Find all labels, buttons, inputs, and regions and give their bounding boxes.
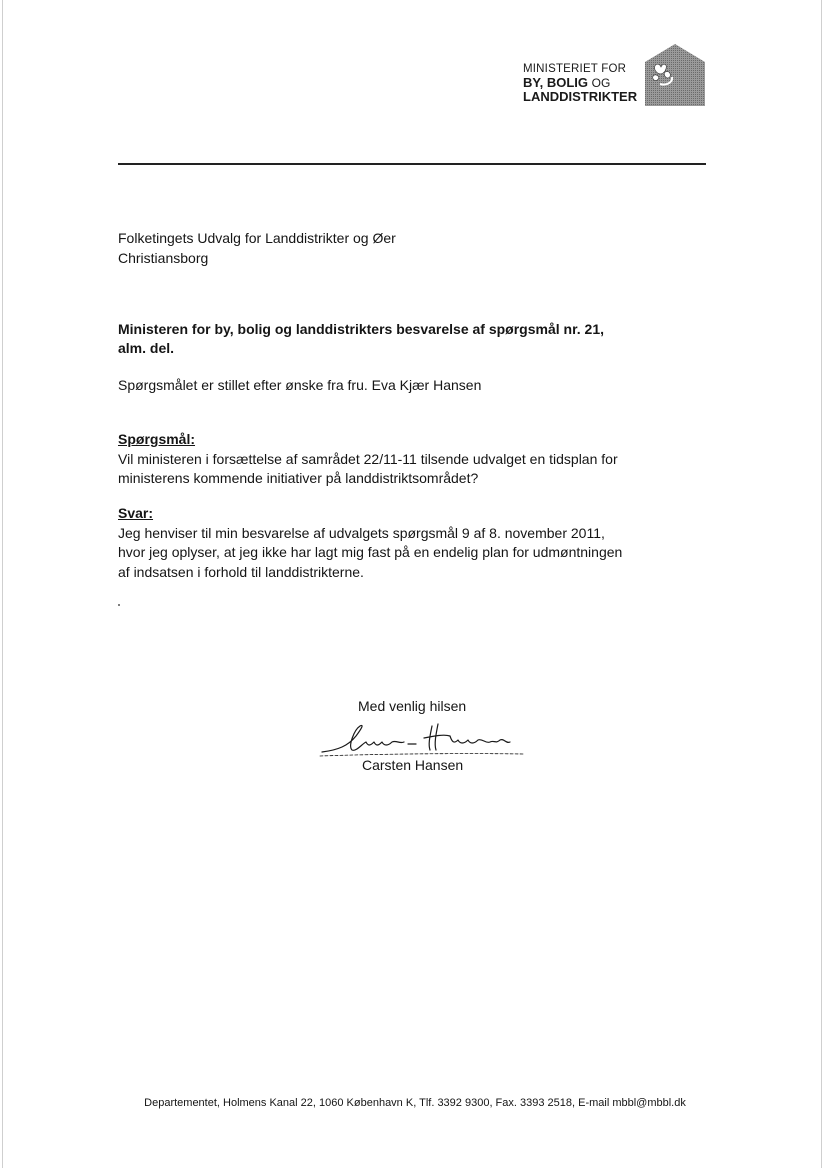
- answer-line-2: hvor jeg oplyser, at jeg ikke har lagt mig fast på en endelig plan for udmøntningen: [118, 544, 623, 560]
- logo-line-3: LANDDISTRIKTER: [523, 89, 638, 104]
- logo-line-2: [523, 76, 637, 90]
- ministry-logo: [520, 44, 710, 114]
- scan-speck: [118, 604, 120, 606]
- logo-text: [523, 62, 637, 104]
- asked-by-text: Spørgsmålet er stillet efter ønske fra fru. Eva Kjær Hansen: [118, 377, 482, 393]
- answer-line-3: af indsatsen i forhold til landdistrikterne.: [118, 563, 364, 580]
- signer-name: Carsten Hansen: [362, 757, 464, 773]
- page-edge-left: [2, 0, 3, 1168]
- answer-section: [118, 504, 638, 582]
- logo-line-2-light: OG: [591, 76, 611, 90]
- question-heading: Spørgsmål:: [118, 431, 196, 447]
- subject-line-2: alm. del.: [118, 340, 175, 356]
- question-line-2: ministerens kommende initiativer på landdistriktsområdet?: [118, 470, 479, 486]
- header-divider: [118, 163, 706, 165]
- answer-heading: Svar:: [118, 505, 154, 521]
- footer-address: Departementet, Holmens Kanal 22, 1060 København K, Tlf. 3392 9300, Fax. 3393 2518, E-mail mbbl@mbbl.dk: [144, 1097, 686, 1109]
- subject-line-1: Ministeren for by, bolig og landdistrikters besvarelse af spørgsmål nr. 21,: [118, 321, 604, 337]
- letter-subject: [118, 320, 638, 358]
- question-line-1: Vil ministeren i forsættelse af samrådet 22/11-11 tilsende udvalget en tidsplan for: [118, 450, 618, 467]
- logo-line-2-bold: BY, BOLIG: [523, 75, 589, 90]
- recipient-line-2: Christiansborg: [118, 249, 209, 266]
- recipient-line-1: Folketingets Udvalg for Landdistrikter og Øer: [118, 230, 396, 246]
- page-edge-right: [821, 0, 822, 1168]
- question-section: [118, 430, 638, 489]
- recipient-address: [118, 229, 396, 268]
- handwritten-signature: [318, 716, 528, 762]
- house-emblem-icon: [645, 44, 705, 106]
- answer-line-1: Jeg henviser til min besvarelse af udvalgets spørgsmål 9 af 8. november 2011,: [118, 524, 605, 541]
- closing-greeting: Med venlig hilsen: [358, 698, 467, 714]
- logo-line-1: MINISTERIET FOR: [523, 63, 627, 75]
